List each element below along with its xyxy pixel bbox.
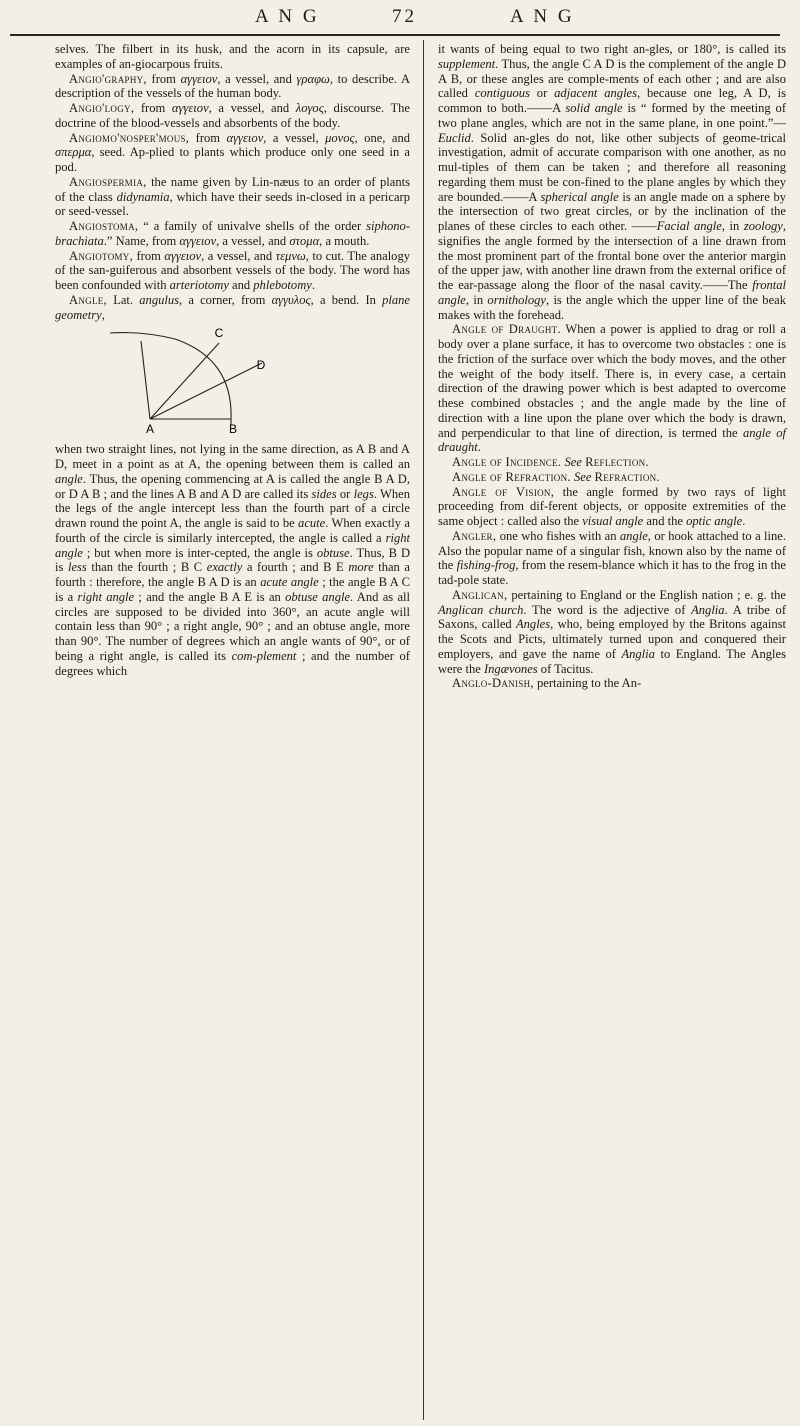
text-run: , discourse. The doctrine of the blood-vessels and absorbents of the body. xyxy=(55,101,410,130)
italic-term: plane geometry xyxy=(55,292,410,322)
text-run: , a vessel, and xyxy=(216,233,290,248)
header-rule xyxy=(10,34,780,36)
text-run: , is the angle which the upper line of the beak makes with the forehead. xyxy=(438,292,786,322)
text-run: the angle formed by two rays of light proceeding from dif-ferent objects, or opposite extremities of the same object : called also the xyxy=(438,484,786,528)
headword: Angio'graphy, xyxy=(69,71,147,86)
text-run: , to describe. A description of the vessels of the human body. xyxy=(55,71,411,101)
text-run: “ a family of univalve shells of the order xyxy=(138,219,367,233)
text-run: . A tribe of Saxons, called xyxy=(438,602,787,632)
italic-term: visual angle xyxy=(582,514,644,528)
italic-term: less xyxy=(67,560,87,575)
label-c: C xyxy=(214,326,224,341)
headword: Angio'logy, xyxy=(69,101,135,115)
right-paragraph-r2 xyxy=(438,455,786,470)
header-left-guideword: A N G xyxy=(255,6,320,27)
italic-term: αγγειον xyxy=(226,130,264,145)
italic-term: ornithology xyxy=(487,292,546,307)
text-run: ; but when more is inter-cepted, the angle is xyxy=(82,545,317,560)
text-run: ; the angle B A C is a xyxy=(55,575,410,604)
italic-term: angle xyxy=(619,528,648,543)
right-paragraph-r1 xyxy=(438,322,786,455)
left-paragraph-l5 xyxy=(55,219,410,249)
headword: Reflection. xyxy=(585,455,649,469)
text-run: .” Name, from xyxy=(103,233,180,248)
italic-term: Angles xyxy=(515,617,551,632)
right-paragraph-r0 xyxy=(438,42,786,322)
text-run: , a bend. In xyxy=(310,292,383,307)
column-divider xyxy=(423,40,424,1420)
page-number: 72 xyxy=(392,6,417,27)
text-run: of Tacitus. xyxy=(537,661,594,676)
italic-term: See xyxy=(573,469,592,484)
italic-term: obtuse xyxy=(316,545,350,560)
text-run: from xyxy=(189,130,227,145)
italic-term: legs xyxy=(353,486,374,501)
italic-term: μονος xyxy=(325,130,355,145)
headword: Angiospermia, xyxy=(69,174,147,189)
text-run: than the fourth ; B C xyxy=(86,560,207,575)
italic-term: αγγειον xyxy=(171,101,209,115)
text-run: and the xyxy=(643,514,687,528)
text-run: to England. The Angles were the xyxy=(438,646,786,676)
text-run: , signifies the angle formed by the intersection of a line drawn from the most prominent part of the frontal bone over the anterior margin of the upper jaw, with another line drawn from the external orifice of the ear-passage along the floor of the nasal cavity.——The xyxy=(438,219,786,292)
text-run: from xyxy=(133,248,165,263)
italic-term: στομα xyxy=(289,233,320,248)
headword: Angler, xyxy=(452,528,497,543)
text-run: pertaining to the An- xyxy=(533,676,642,691)
text-run: . Solid an-gles do not, like other subjects of geome-trical investigation, admit of accurate comparison with one another, as no mul-tiples of them can be taken ; and therefore all reasoning regarding them must be con-fined to the plane angles by which they are bounded.——A xyxy=(438,130,786,204)
italic-term: Facial angle xyxy=(656,219,722,233)
italic-term: Ingævones xyxy=(483,661,538,676)
text-run: pertaining to England or the English nation ; e. g. the xyxy=(507,587,786,602)
text-run: selves. The filbert in its husk, and the acorn in its capsule, are examples of an-giocarpous fruits. xyxy=(55,42,410,71)
left-paragraph-l1 xyxy=(55,72,410,102)
italic-term: right angle xyxy=(77,589,135,604)
left-paragraph-l2 xyxy=(55,101,410,131)
italic-term: λογος xyxy=(295,101,324,115)
text-run: . When exactly a fourth of the circle is similarly intercepted, the angle is called a xyxy=(55,516,411,545)
italic-term: more xyxy=(348,560,374,575)
angle-diagram xyxy=(55,325,410,440)
italic-term: optic angle xyxy=(686,514,743,528)
text-run: a fourth ; and B E xyxy=(242,560,349,575)
italic-term: siphono-brachiata xyxy=(55,219,410,248)
italic-term: frontal angle xyxy=(438,278,786,307)
italic-term: sides xyxy=(311,486,337,501)
italic-term: acute xyxy=(298,516,326,530)
left-paragraph-l8 xyxy=(55,442,410,678)
italic-term: zoology xyxy=(743,219,783,233)
text-run: from xyxy=(134,101,172,115)
text-run: from xyxy=(146,71,181,86)
header-right-guideword: A N G xyxy=(510,6,575,27)
text-run: , a vessel, and xyxy=(217,71,297,86)
running-header xyxy=(0,6,800,30)
italic-term: adjacent angles xyxy=(554,86,638,101)
headword: Angle, xyxy=(69,292,107,307)
right-paragraph-r5 xyxy=(438,529,786,588)
text-run: . When the legs of the angle intercept less than the fourth part of a circle drawn round the point A, the angle is said to be xyxy=(55,486,410,530)
text-run: , who, being employed by the Britons against the Scots and Picts, ultimately turned upon and conquered their employers, and gave the name of xyxy=(438,617,786,661)
headword: Anglican, xyxy=(452,587,508,602)
headword: Angle of Draught. xyxy=(452,322,561,337)
italic-term: supplement xyxy=(438,56,496,71)
italic-term: solid angle xyxy=(565,101,623,115)
italic-term: spherical angle xyxy=(540,189,619,204)
right-column xyxy=(438,42,786,691)
text-run: , or hook attached to a line. Also the popular name of a singular fish, known also by the name of the xyxy=(438,528,787,573)
headword: Angiostoma, xyxy=(69,219,139,233)
right-paragraph-r4 xyxy=(438,485,786,529)
text-run: it wants of being equal to two right an-gles, or 180°, is called its xyxy=(438,42,786,56)
text-run: Lat. xyxy=(107,292,140,307)
label-a: A xyxy=(145,422,155,437)
circle-arc xyxy=(110,333,231,419)
text-run: , a corner, from xyxy=(179,292,272,307)
text-run: , to cut. The analogy of the san-guiferous and absorbent vessels of the body. The word has been confounded with xyxy=(55,248,411,292)
text-run: , a mouth. xyxy=(319,233,370,248)
text-run: ; and the angle B A E is an xyxy=(134,589,286,604)
line-ad xyxy=(150,363,262,419)
italic-term: arteriotomy xyxy=(169,278,229,292)
italic-term: αγγειον xyxy=(180,71,218,86)
italic-term: τεμνω xyxy=(275,248,306,263)
text-run: ; and the number of degrees which xyxy=(55,648,410,678)
italic-term: contiguous xyxy=(474,86,530,101)
label-b: B xyxy=(228,422,238,437)
text-run: is “ formed by the meeting of two plane angles, which are not in the same plane, in one point.”— xyxy=(438,101,787,130)
text-run: . Thus, B D is xyxy=(55,545,411,575)
text-run: , in xyxy=(465,292,488,307)
text-run: . Thus, the opening commencing at A is called the angle B A D, or D A B ; and the lines A B and A D are called its xyxy=(55,471,410,501)
headword: Angle of Refraction. xyxy=(452,469,571,484)
left-paragraph-l6 xyxy=(55,249,410,293)
italic-term: Anglia xyxy=(621,646,655,661)
left-paragraph-l4 xyxy=(55,175,410,219)
right-paragraph-r6 xyxy=(438,588,786,677)
headword: Angle of Vision, xyxy=(452,484,555,499)
headword: Angiomo'nosper'mous, xyxy=(69,130,190,145)
left-paragraph-l7 xyxy=(55,293,410,323)
italic-term: αγγειον xyxy=(179,233,217,248)
italic-term: angle xyxy=(55,471,83,486)
text-run: one who fishes with an xyxy=(496,528,620,543)
text-run: , xyxy=(101,307,105,322)
left-paragraph-l0 xyxy=(55,42,410,72)
text-run: , seed. Ap-plied to plants which produce only one seed in a pod. xyxy=(55,145,410,174)
angle-diagram-svg xyxy=(55,325,410,440)
italic-term: obtuse angle xyxy=(285,589,351,604)
italic-term: com-plement xyxy=(231,648,297,663)
line-ac xyxy=(150,343,219,419)
text-run: When a power is applied to drag or roll a body over a plane surface, it has to overcome two obstacles : one is the friction of the surface over which the body moves, and the other the weight of the body itself. There is, in every case, a certain direction of the drawing power which is best adapted to overcome these combined obstacles ; and the angle made by the line of direction with a line upon the plane over which the body is drawn, and perpendicular to that line of direction, is termed the xyxy=(438,322,786,440)
text-run: the name given by Lin-næus to an order of plants of the class xyxy=(55,174,410,204)
italic-term: See xyxy=(564,455,582,469)
text-run: . xyxy=(311,278,315,292)
label-d: D xyxy=(256,358,266,373)
right-paragraph-r7 xyxy=(438,676,786,691)
italic-term: αγγειον xyxy=(164,248,202,263)
text-run: and xyxy=(228,278,254,292)
left-column xyxy=(55,42,410,678)
text-run: . The word is the adjective of xyxy=(523,602,692,617)
text-run: , which have their seeds in-closed in a pericarp or seed-vessel. xyxy=(55,189,410,219)
italic-term: angulus xyxy=(139,292,180,307)
text-run: . xyxy=(742,514,746,528)
text-run: . xyxy=(477,440,481,455)
headword: Anglo-Danish, xyxy=(452,676,534,691)
text-run: is an angle made on a sphere by the intersection of two great circles, or by the inclination of the planes of these circles to each other. —— xyxy=(438,189,787,233)
right-paragraph-r3 xyxy=(438,470,786,485)
italic-term: Anglican church xyxy=(438,602,524,617)
italic-term: angle of draught xyxy=(438,425,786,455)
headword: Refraction. xyxy=(594,469,660,484)
italic-term: Anglia xyxy=(691,602,725,617)
text-run: , a vessel, and xyxy=(208,101,296,115)
text-run: , a vessel, xyxy=(263,130,326,145)
headword: Angiotomy, xyxy=(69,248,134,263)
italic-term: exactly xyxy=(206,560,243,575)
text-run: when two straight lines, not lying in the same direction, as A B and A D, meet in a point as at A, the opening between them is called an xyxy=(55,442,410,471)
text-run: . Thus, the angle C A D is the complement of the angle D A B, or these angles are comple-ments of each other ; and are also called xyxy=(438,56,786,101)
text-run: than a fourth : therefore, the angle B A D is an xyxy=(55,560,410,589)
text-run: or xyxy=(529,86,555,101)
italic-term: γραφω xyxy=(296,71,330,86)
italic-term: acute angle xyxy=(260,575,319,589)
italic-term: Euclid xyxy=(438,130,471,145)
headword: Angle of Incidence. xyxy=(452,455,562,469)
italic-term: σπερμα xyxy=(55,145,92,160)
text-run: , because one leg, A D, is common to both.——A xyxy=(438,86,786,115)
italic-term: αγγυλος xyxy=(271,292,311,307)
italic-term: fishing-frog xyxy=(456,558,516,573)
text-run: . And as all circles are supposed to be divided into 360°, an acute angle will contain less than 90° ; a right angle, 90° ; and an obtuse angle, more than 90°. The number of degrees which an angle wants of 90°, or of being a right angle, is called its xyxy=(55,589,410,663)
text-run: , in xyxy=(721,219,744,233)
italic-term: didynamia xyxy=(116,189,170,204)
text-run: or xyxy=(336,486,354,501)
left-paragraph-l3 xyxy=(55,131,410,175)
line-ae xyxy=(141,341,150,419)
text-run: , a vessel, and xyxy=(201,248,276,263)
italic-term: right angle xyxy=(55,530,410,560)
italic-term: phlebotomy xyxy=(253,278,312,292)
text-run: , one, and xyxy=(354,130,410,145)
text-run: , from the resem-blance which it has to the frog in the tad-pole state. xyxy=(438,558,786,587)
